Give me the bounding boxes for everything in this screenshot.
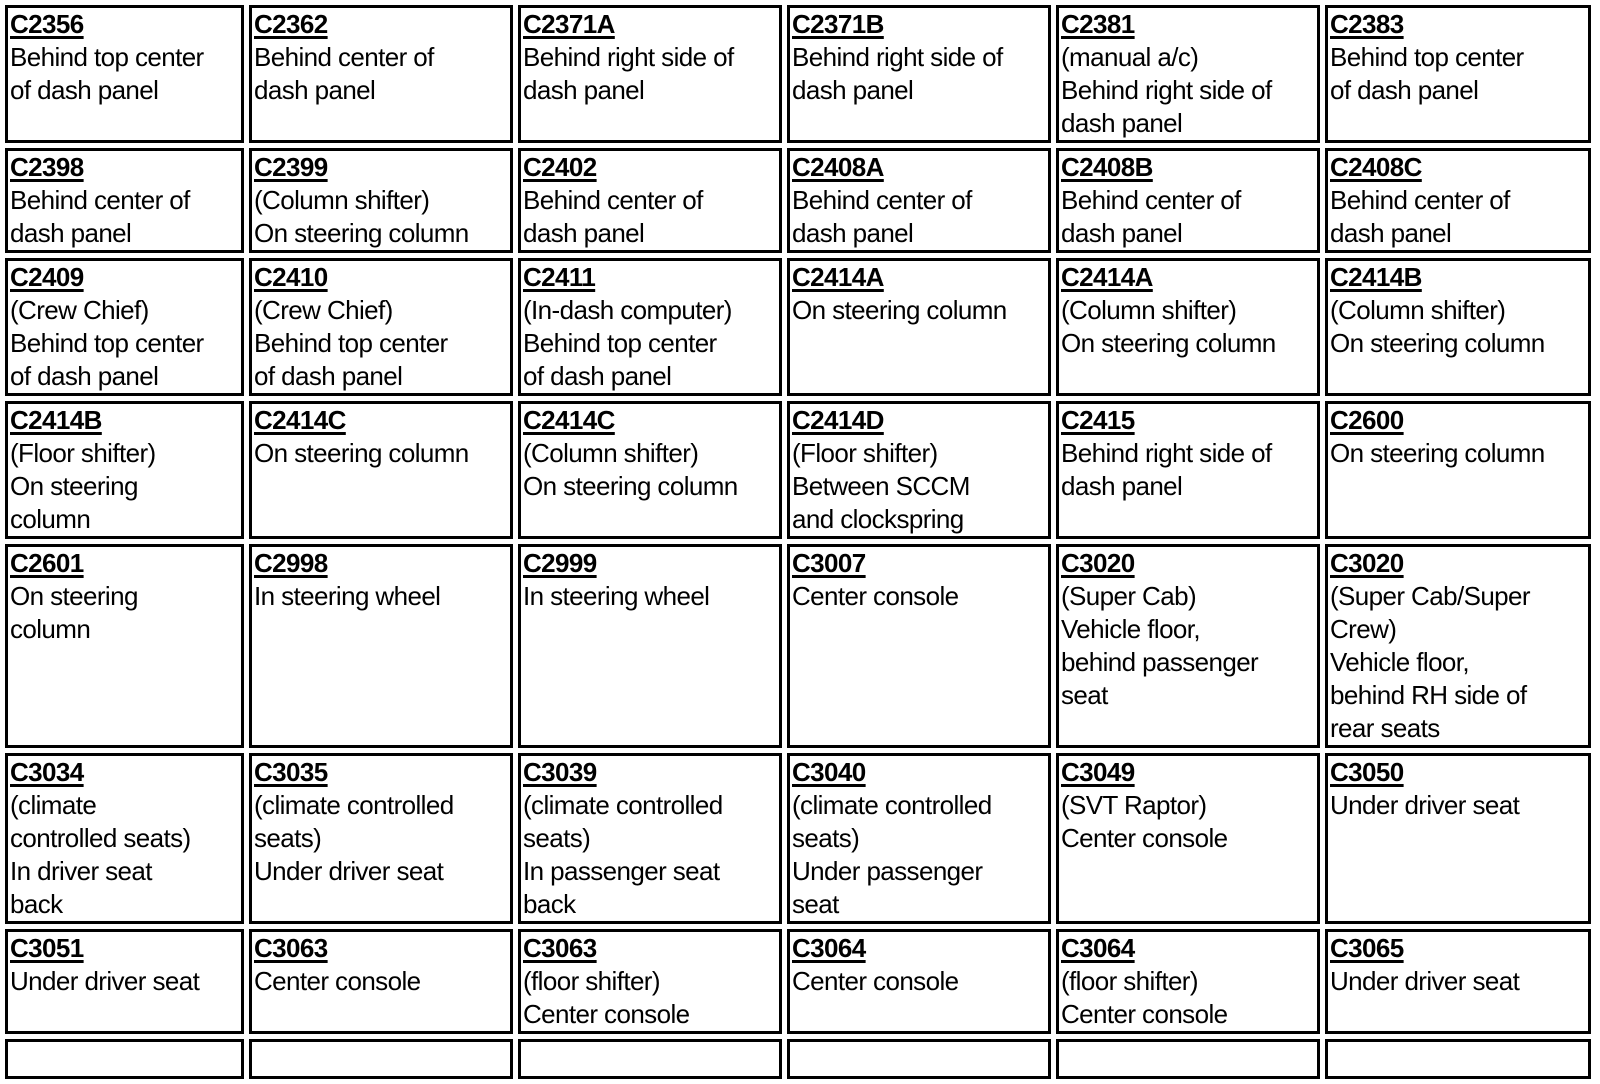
- connector-code: C2601: [10, 548, 84, 578]
- connector-code: C3007: [792, 548, 866, 578]
- table-row: [5, 401, 1591, 539]
- connector-code: C2415: [1061, 405, 1135, 435]
- connector-location-line: (Super Cab): [1061, 581, 1197, 611]
- connector-location-line: Behind right side of: [1061, 75, 1272, 105]
- connector-code: C3064: [1061, 933, 1135, 963]
- connector-cell: [518, 929, 782, 1034]
- connector-location-line: seats): [523, 823, 591, 853]
- connector-cell: [249, 1039, 513, 1079]
- connector-code: C2371B: [792, 9, 884, 39]
- connector-location-line: Center console: [254, 966, 421, 996]
- connector-location-line: Behind center of: [1061, 185, 1241, 215]
- connector-code: C3020: [1330, 548, 1404, 578]
- connector-cell: [249, 258, 513, 396]
- connector-location-line: (Floor shifter): [10, 438, 156, 468]
- connector-location-line: and clockspring: [792, 504, 964, 534]
- connector-location-line: On steering column: [523, 471, 738, 501]
- connector-cell: [1325, 148, 1591, 253]
- connector-location-line: On steering column: [254, 438, 469, 468]
- connector-location-line: In driver seat: [10, 856, 152, 886]
- connector-location-line: of dash panel: [1330, 75, 1479, 105]
- connector-location-line: On steering column: [792, 295, 1007, 325]
- connector-cell: [249, 753, 513, 924]
- connector-cell: [1056, 929, 1320, 1034]
- connector-code: C3050: [1330, 757, 1404, 787]
- connector-location-line: On steering column: [1330, 438, 1545, 468]
- connector-cell: [1056, 401, 1320, 539]
- table-row: [5, 753, 1591, 924]
- connector-location-line: (Column shifter): [1061, 295, 1237, 325]
- connector-cell: [518, 258, 782, 396]
- table-row: [5, 544, 1591, 748]
- connector-code: C2409: [10, 262, 84, 292]
- connector-location-line: of dash panel: [523, 361, 672, 391]
- connector-location-line: Vehicle floor,: [1061, 614, 1201, 644]
- table-row: [5, 148, 1591, 253]
- connector-code: C2362: [254, 9, 328, 39]
- connector-cell: [5, 1039, 244, 1079]
- connector-location-line: seat: [1061, 680, 1108, 710]
- connector-cell: [1325, 753, 1591, 924]
- connector-location-line: Between SCCM: [792, 471, 970, 501]
- connector-cell: [787, 258, 1051, 396]
- connector-code: C3034: [10, 757, 84, 787]
- connector-cell: [1056, 1039, 1320, 1079]
- connector-cell: [787, 148, 1051, 253]
- connector-location-line: behind RH side of: [1330, 680, 1527, 710]
- connector-location-line: dash panel: [10, 218, 132, 248]
- connector-cell: [518, 5, 782, 143]
- connector-location-line: Behind top center: [523, 328, 717, 358]
- connector-cell: [1056, 258, 1320, 396]
- connector-location-line: Under driver seat: [1330, 790, 1520, 820]
- connector-location-line: Behind right side of: [792, 42, 1003, 72]
- connector-location-line: (Crew Chief): [254, 295, 393, 325]
- connector-location-line: Behind center of: [792, 185, 972, 215]
- connector-cell: [787, 401, 1051, 539]
- connector-location-line: dash panel: [792, 218, 914, 248]
- connector-location-line: (manual a/c): [1061, 42, 1199, 72]
- connector-location-line: Center console: [792, 581, 959, 611]
- connector-cell: [787, 5, 1051, 143]
- connector-code: C2414C: [254, 405, 346, 435]
- connector-location-line: (Floor shifter): [792, 438, 938, 468]
- connector-location-line: On steering column: [1330, 328, 1545, 358]
- connector-location-line: dash panel: [1330, 218, 1452, 248]
- connector-location-line: Behind right side of: [1061, 438, 1272, 468]
- connector-location-line: Under passenger: [792, 856, 983, 886]
- connector-code: C3020: [1061, 548, 1135, 578]
- connector-location-line: (climate controlled: [792, 790, 992, 820]
- connector-cell: [1056, 5, 1320, 143]
- connector-location-line: Behind center of: [254, 42, 434, 72]
- table-row: [5, 5, 1591, 143]
- connector-location-line: On steering column: [254, 218, 469, 248]
- connector-code: C2408C: [1330, 152, 1422, 182]
- table-row: [5, 929, 1591, 1034]
- connector-cell: [1325, 1039, 1591, 1079]
- connector-location-line: dash panel: [1061, 108, 1183, 138]
- connector-location-line: Behind right side of: [523, 42, 734, 72]
- connector-cell: [1325, 544, 1591, 748]
- connector-location-line: (climate controlled: [523, 790, 723, 820]
- connector-location-line: (Column shifter): [523, 438, 699, 468]
- connector-cell: [518, 148, 782, 253]
- connector-location-line: back: [10, 889, 63, 919]
- connector-location-line: Behind center of: [1330, 185, 1510, 215]
- connector-location-line: Behind center of: [523, 185, 703, 215]
- connector-location-line: Behind center of: [10, 185, 190, 215]
- connector-code: C3063: [523, 933, 597, 963]
- connector-cell: [518, 401, 782, 539]
- connector-code: C2411: [523, 262, 596, 292]
- connector-code: C2414C: [523, 405, 615, 435]
- connector-code: C3065: [1330, 933, 1404, 963]
- connector-location-line: Under driver seat: [1330, 966, 1520, 996]
- connector-code: C2371A: [523, 9, 615, 39]
- connector-location-line: dash panel: [523, 75, 645, 105]
- connector-code: C2414A: [1061, 262, 1153, 292]
- connector-cell: [787, 929, 1051, 1034]
- connector-cell: [787, 544, 1051, 748]
- table-row: [5, 1039, 1591, 1079]
- connector-code: C3039: [523, 757, 597, 787]
- connector-cell: [5, 929, 244, 1034]
- connector-location-line: column: [10, 504, 91, 534]
- connector-cell: [1325, 5, 1591, 143]
- connector-location-line: seat: [792, 889, 839, 919]
- connector-location-line: In steering wheel: [254, 581, 441, 611]
- connector-location-line: (In-dash computer): [523, 295, 732, 325]
- connector-location-line: Center console: [1061, 999, 1228, 1029]
- connector-location-line: (Column shifter): [254, 185, 430, 215]
- connector-cell: [518, 1039, 782, 1079]
- connector-cell: [249, 5, 513, 143]
- connector-location-line: Behind top center: [254, 328, 448, 358]
- connector-code: C2356: [10, 9, 84, 39]
- connector-cell: [5, 258, 244, 396]
- connector-code: C2381: [1061, 9, 1135, 39]
- connector-code: C2408A: [792, 152, 884, 182]
- connector-location-line: Crew): [1330, 614, 1397, 644]
- connector-location-line: behind passenger: [1061, 647, 1259, 677]
- connector-code: C2410: [254, 262, 328, 292]
- connector-code: C2398: [10, 152, 84, 182]
- connector-location-line: In passenger seat: [523, 856, 720, 886]
- connector-cell: [787, 753, 1051, 924]
- connector-cell: [249, 929, 513, 1034]
- connector-cell: [5, 753, 244, 924]
- connector-location-line: Center console: [523, 999, 690, 1029]
- connector-location-line: On steering column: [1061, 328, 1276, 358]
- connector-location-line: dash panel: [523, 218, 645, 248]
- connector-code: C2414B: [10, 405, 102, 435]
- connector-code: C2383: [1330, 9, 1404, 39]
- connector-location-line: (climate controlled: [254, 790, 454, 820]
- connector-location-line: rear seats: [1330, 713, 1440, 743]
- connector-cell: [249, 544, 513, 748]
- connector-code: C3051: [10, 933, 84, 963]
- connector-location-line: seats): [254, 823, 322, 853]
- connector-code: C3063: [254, 933, 328, 963]
- connector-location-line: dash panel: [254, 75, 376, 105]
- connector-code: C3040: [792, 757, 866, 787]
- connector-location-line: dash panel: [1061, 218, 1183, 248]
- connector-cell: [1056, 753, 1320, 924]
- connector-code: C2408B: [1061, 152, 1153, 182]
- connector-location-line: In steering wheel: [523, 581, 710, 611]
- connector-code: C2399: [254, 152, 328, 182]
- connector-cell: [5, 401, 244, 539]
- connector-code: C2414A: [792, 262, 884, 292]
- connector-location-line: Center console: [1061, 823, 1228, 853]
- connector-location-line: Vehicle floor,: [1330, 647, 1470, 677]
- connector-location-line: (Column shifter): [1330, 295, 1506, 325]
- connector-location-line: Under driver seat: [10, 966, 200, 996]
- connector-cell: [5, 544, 244, 748]
- connector-location-line: of dash panel: [10, 361, 159, 391]
- connector-cell: [1056, 544, 1320, 748]
- connector-code: C3049: [1061, 757, 1135, 787]
- connector-location-line: seats): [792, 823, 860, 853]
- connector-location-line: (climate: [10, 790, 97, 820]
- connector-cell: [249, 401, 513, 539]
- connector-cell: [249, 148, 513, 253]
- connector-location-line: (floor shifter): [523, 966, 660, 996]
- connector-location-line: of dash panel: [254, 361, 403, 391]
- connector-location-line: On steering: [10, 471, 138, 501]
- connector-location-line: Center console: [792, 966, 959, 996]
- connector-location-line: Under driver seat: [254, 856, 444, 886]
- connector-cell: [1056, 148, 1320, 253]
- connector-code: C2998: [254, 548, 328, 578]
- connector-location-line: On steering: [10, 581, 138, 611]
- connector-location-line: dash panel: [792, 75, 914, 105]
- connector-location-line: Behind top center: [1330, 42, 1524, 72]
- connector-cell: [787, 1039, 1051, 1079]
- connector-cell: [5, 148, 244, 253]
- connector-code: C2402: [523, 152, 597, 182]
- connector-location-line: (floor shifter): [1061, 966, 1198, 996]
- connector-location-line: (SVT Raptor): [1061, 790, 1207, 820]
- connector-cell: [1325, 258, 1591, 396]
- connector-code: C2414B: [1330, 262, 1422, 292]
- connector-cell: [1325, 929, 1591, 1034]
- connector-location-line: column: [10, 614, 91, 644]
- connector-code: C3064: [792, 933, 866, 963]
- connector-cell: [1325, 401, 1591, 539]
- connector-location-line: dash panel: [1061, 471, 1183, 501]
- connector-location-line: of dash panel: [10, 75, 159, 105]
- connector-location-line: Behind top center: [10, 328, 204, 358]
- connector-location-line: (Crew Chief): [10, 295, 149, 325]
- connector-cell: [518, 544, 782, 748]
- connector-location-line: (Super Cab/Super: [1330, 581, 1530, 611]
- connector-table-body: [5, 5, 1591, 1079]
- connector-code: C2414D: [792, 405, 884, 435]
- connector-cell: [5, 5, 244, 143]
- connector-location-line: back: [523, 889, 576, 919]
- connector-location-line: Behind top center: [10, 42, 204, 72]
- connector-cell: [518, 753, 782, 924]
- table-row: [5, 258, 1591, 396]
- connector-code: C2600: [1330, 405, 1404, 435]
- connector-location-grid: [4, 4, 1600, 1084]
- connector-code: C3035: [254, 757, 328, 787]
- connector-location-line: controlled seats): [10, 823, 191, 853]
- connector-code: C2999: [523, 548, 597, 578]
